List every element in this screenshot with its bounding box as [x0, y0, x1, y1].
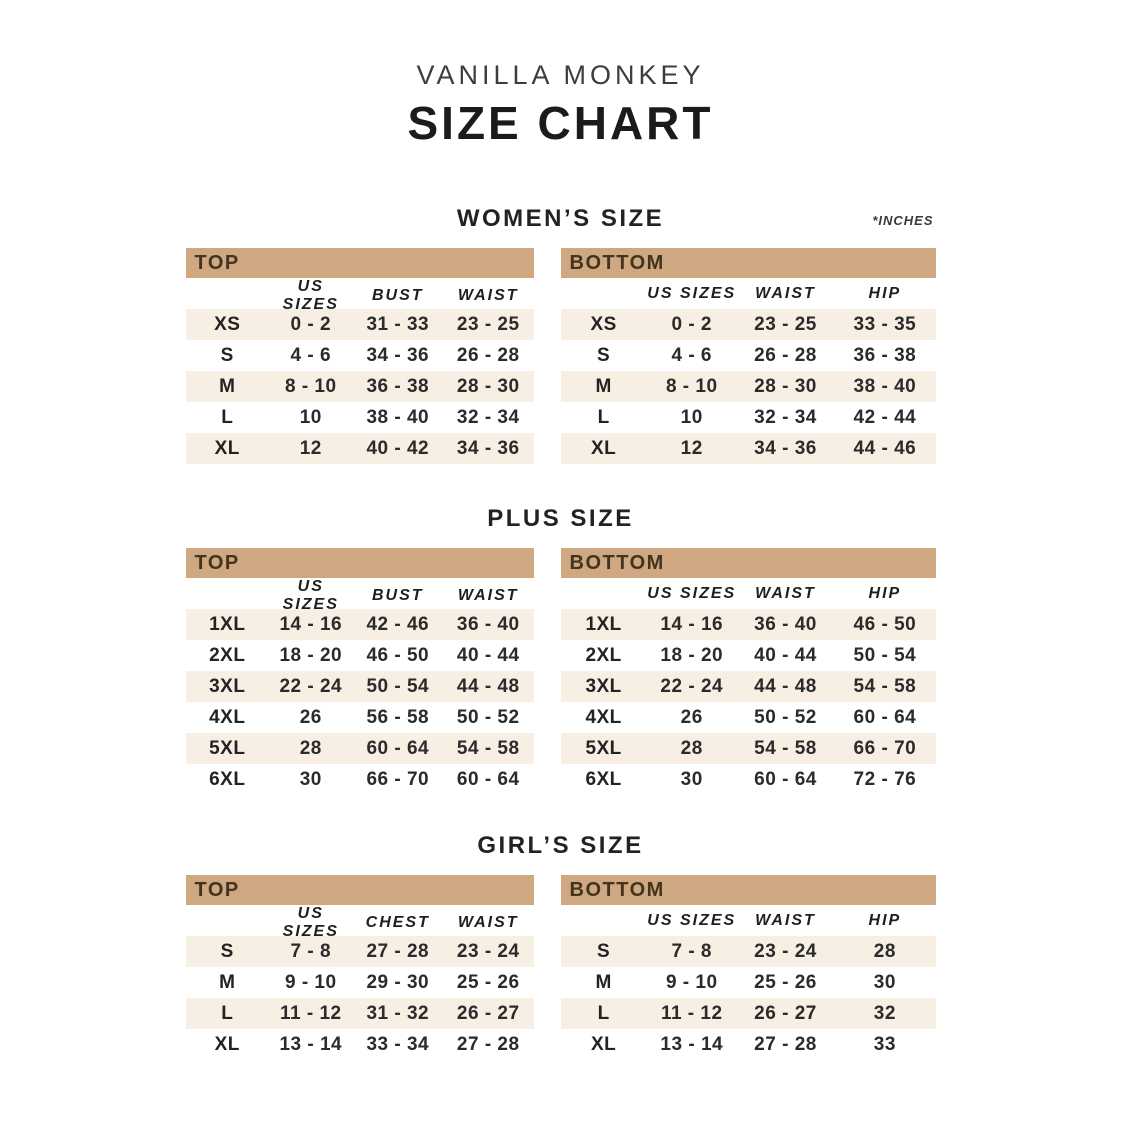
column-headers — [561, 278, 936, 309]
column-header-waist: WAIST — [755, 911, 816, 929]
cell-size: 2XL — [585, 644, 622, 666]
cell-waist: 26 - 27 — [456, 1002, 520, 1024]
table-row — [561, 671, 936, 702]
brand-name: VANILLA MONKEY — [416, 60, 705, 90]
column-header-hip: HIP — [868, 911, 902, 929]
cell-size: L — [597, 406, 610, 428]
cell-size: S — [220, 940, 234, 962]
cell-hip: 38 - 40 — [853, 375, 917, 397]
cell-us-sizes: 18 - 20 — [660, 644, 724, 666]
cell-hip: 60 - 64 — [853, 706, 917, 728]
cell-us-sizes: 0 - 2 — [290, 313, 332, 335]
column-header-bust: BUST — [371, 587, 424, 604]
cell-size: L — [221, 1002, 234, 1024]
cell-us-sizes: 22 - 24 — [660, 675, 724, 697]
cell-waist: 23 - 24 — [754, 940, 817, 962]
cell-waist: 50 - 52 — [754, 706, 817, 728]
cell-waist: 27 - 28 — [456, 1033, 520, 1055]
cell-size: XL — [590, 437, 617, 459]
column-headers — [186, 905, 534, 940]
cell-us-sizes: 7 - 8 — [671, 940, 713, 962]
cell-us-sizes: 12 — [680, 437, 703, 459]
girls-bottom-table — [561, 875, 936, 1060]
table-row — [561, 309, 936, 340]
table-row — [561, 702, 936, 733]
cell-size: S — [597, 344, 611, 366]
cell-hip: 28 — [873, 940, 896, 962]
column-header-us-sizes: US SIZES — [647, 584, 737, 602]
table-label-bar — [561, 548, 936, 578]
cell-waist: 50 - 52 — [456, 706, 520, 728]
column-header-us-sizes: US SIZES — [282, 278, 339, 313]
cell-bust: 56 - 58 — [366, 706, 430, 728]
cell-size: 5XL — [209, 737, 246, 759]
womens-top-table — [186, 248, 534, 464]
table-row — [186, 936, 534, 967]
cell-hip: 30 — [873, 971, 896, 993]
cell-bust: 46 - 50 — [366, 644, 430, 666]
table-row — [186, 340, 534, 371]
table-row — [186, 433, 534, 464]
cell-size: XL — [590, 1033, 617, 1055]
table-label-bar — [186, 548, 534, 578]
table-row — [561, 609, 936, 640]
column-header-us-sizes: US SIZES — [647, 284, 737, 302]
cell-hip: 44 - 46 — [853, 437, 917, 459]
cell-us-sizes: 4 - 6 — [290, 344, 332, 366]
cell-size: XS — [214, 313, 241, 335]
cell-us-sizes: 11 - 12 — [279, 1002, 342, 1024]
cell-size: 1XL — [585, 613, 622, 635]
cell-waist: 44 - 48 — [456, 675, 520, 697]
section-plus-size — [186, 504, 936, 795]
table-row — [561, 640, 936, 671]
table-row — [186, 1029, 534, 1060]
column-header-chest: CHEST — [365, 914, 430, 931]
cell-waist: 54 - 58 — [456, 737, 520, 759]
cell-size: M — [595, 375, 612, 397]
table-row — [561, 433, 936, 464]
cell-size: XS — [590, 313, 617, 335]
cell-waist: 25 - 26 — [754, 971, 817, 993]
cell-us-sizes: 28 — [299, 737, 322, 759]
table-row — [186, 402, 534, 433]
table-row — [561, 402, 936, 433]
table-row — [561, 733, 936, 764]
cell-waist: 23 - 25 — [456, 313, 520, 335]
cell-waist: 40 - 44 — [456, 644, 520, 666]
cell-us-sizes: 11 - 12 — [660, 1002, 723, 1024]
cell-us-sizes: 9 - 10 — [665, 971, 718, 993]
cell-bust: 66 - 70 — [366, 768, 430, 790]
cell-waist: 27 - 28 — [754, 1033, 817, 1055]
cell-us-sizes: 18 - 20 — [279, 644, 343, 666]
cell-size: 4XL — [209, 706, 246, 728]
cell-size: 3XL — [585, 675, 622, 697]
column-header-waist: WAIST — [755, 284, 816, 302]
table-row — [186, 640, 534, 671]
cell-bust: 36 - 38 — [366, 375, 430, 397]
column-header-bust: BUST — [371, 287, 424, 304]
cell-hip: 66 - 70 — [853, 737, 917, 759]
section-heading: GIRL’S SIZE — [477, 832, 644, 859]
cell-hip: 54 - 58 — [853, 675, 917, 697]
cell-bust: 50 - 54 — [366, 675, 430, 697]
cell-us-sizes: 8 - 10 — [284, 375, 337, 397]
cell-size: XL — [214, 437, 240, 459]
cell-size: S — [220, 344, 234, 366]
cell-size: L — [221, 406, 234, 428]
cell-hip: 42 - 44 — [853, 406, 917, 428]
table-row — [561, 998, 936, 1029]
cell-chest: 31 - 32 — [366, 1002, 430, 1024]
tables-row — [186, 248, 936, 464]
cell-waist: 40 - 44 — [754, 644, 817, 666]
table-row — [561, 764, 936, 795]
cell-size: 3XL — [209, 675, 246, 697]
section-header — [186, 504, 936, 534]
column-headers — [561, 905, 936, 936]
cell-us-sizes: 9 - 10 — [284, 971, 337, 993]
cell-size: M — [595, 971, 612, 993]
column-header-us-sizes: US SIZES — [647, 911, 737, 929]
column-header-waist: WAIST — [457, 587, 519, 604]
cell-waist: 36 - 40 — [456, 613, 520, 635]
cell-bust: 38 - 40 — [366, 406, 430, 428]
cell-waist: 32 - 34 — [456, 406, 520, 428]
cell-bust: 40 - 42 — [366, 437, 430, 459]
section-heading: PLUS SIZE — [487, 505, 634, 532]
table-row — [561, 936, 936, 967]
units-note: *INCHES — [872, 213, 934, 228]
cell-hip: 50 - 54 — [853, 644, 917, 666]
column-header-waist: WAIST — [457, 914, 519, 931]
cell-waist: 36 - 40 — [754, 613, 817, 635]
column-header-hip: HIP — [868, 584, 902, 602]
cell-us-sizes: 8 - 10 — [665, 375, 718, 397]
cell-us-sizes: 30 — [680, 768, 703, 790]
cell-waist: 60 - 64 — [754, 768, 817, 790]
cell-waist: 44 - 48 — [754, 675, 817, 697]
cell-waist: 26 - 28 — [754, 344, 817, 366]
column-headers — [561, 578, 936, 609]
cell-us-sizes: 26 — [299, 706, 322, 728]
cell-size: L — [597, 1002, 610, 1024]
cell-us-sizes: 0 - 2 — [671, 313, 713, 335]
cell-size: 1XL — [209, 613, 246, 635]
cell-us-sizes: 4 - 6 — [671, 344, 713, 366]
cell-hip: 46 - 50 — [853, 613, 917, 635]
cell-waist: 23 - 24 — [456, 940, 520, 962]
girls-top-table — [186, 875, 534, 1060]
table-row — [186, 733, 534, 764]
cell-us-sizes: 10 — [680, 406, 703, 428]
column-header-us-sizes: US SIZES — [282, 905, 339, 940]
cell-chest: 27 - 28 — [366, 940, 430, 962]
cell-size: M — [219, 971, 236, 993]
cell-size: 5XL — [585, 737, 622, 759]
section-girls-size — [186, 831, 936, 1060]
table-label-bar — [186, 875, 534, 905]
table-row — [186, 764, 534, 795]
cell-us-sizes: 12 — [299, 437, 322, 459]
table-row — [561, 1029, 936, 1060]
cell-waist: 34 - 36 — [456, 437, 520, 459]
cell-size: M — [219, 375, 236, 397]
table-label-bar — [561, 248, 936, 278]
cell-chest: 33 - 34 — [366, 1033, 430, 1055]
cell-size: 4XL — [585, 706, 622, 728]
plus-bottom-table — [561, 548, 936, 795]
table-row — [186, 371, 534, 402]
cell-waist: 34 - 36 — [754, 437, 817, 459]
cell-us-sizes: 10 — [299, 406, 322, 428]
tables-row — [186, 875, 936, 1060]
table-label: BOTTOM — [569, 251, 665, 274]
cell-us-sizes: 14 - 16 — [279, 613, 343, 635]
table-label: TOP — [194, 251, 240, 274]
cell-us-sizes: 13 - 14 — [279, 1033, 343, 1055]
cell-hip: 72 - 76 — [853, 768, 917, 790]
cell-us-sizes: 30 — [299, 768, 322, 790]
cell-waist: 60 - 64 — [456, 768, 520, 790]
cell-hip: 36 - 38 — [853, 344, 917, 366]
page-title: SIZE CHART — [407, 97, 714, 149]
cell-waist: 26 - 28 — [456, 344, 520, 366]
plus-top-table — [186, 548, 534, 795]
table-label: BOTTOM — [569, 878, 665, 901]
tables-row — [186, 548, 936, 795]
table-row — [186, 702, 534, 733]
table-row — [186, 309, 534, 340]
table-label: BOTTOM — [569, 551, 665, 574]
cell-size: S — [597, 940, 611, 962]
cell-us-sizes: 26 — [680, 706, 703, 728]
section-header — [186, 204, 936, 234]
table-row — [561, 967, 936, 998]
cell-us-sizes: 7 - 8 — [290, 940, 332, 962]
table-label-bar — [186, 248, 534, 278]
cell-size: 2XL — [209, 644, 246, 666]
column-header-us-sizes: US SIZES — [282, 578, 339, 613]
cell-waist: 26 - 27 — [754, 1002, 817, 1024]
column-headers — [186, 278, 534, 313]
cell-hip: 33 - 35 — [853, 313, 917, 335]
cell-waist: 54 - 58 — [754, 737, 817, 759]
cell-hip: 32 — [873, 1002, 896, 1024]
table-row — [186, 671, 534, 702]
table-label: TOP — [194, 551, 240, 574]
cell-size: 6XL — [585, 768, 622, 790]
column-header-waist: WAIST — [457, 287, 519, 304]
column-header-waist: WAIST — [755, 584, 816, 602]
table-label-bar — [561, 875, 936, 905]
cell-us-sizes: 28 — [680, 737, 703, 759]
cell-waist: 23 - 25 — [754, 313, 817, 335]
table-label: TOP — [194, 878, 240, 901]
table-row — [561, 340, 936, 371]
section-heading: WOMEN’S SIZE — [456, 205, 665, 232]
cell-bust: 42 - 46 — [366, 613, 430, 635]
womens-bottom-table — [561, 248, 936, 464]
cell-size: 6XL — [209, 768, 246, 790]
table-row — [186, 967, 534, 998]
cell-size: XL — [214, 1033, 240, 1055]
column-headers — [186, 578, 534, 613]
cell-bust: 60 - 64 — [366, 737, 430, 759]
cell-us-sizes: 13 - 14 — [660, 1033, 724, 1055]
cell-chest: 29 - 30 — [366, 971, 430, 993]
cell-waist: 25 - 26 — [456, 971, 520, 993]
cell-hip: 33 — [873, 1033, 896, 1055]
cell-waist: 28 - 30 — [456, 375, 520, 397]
cell-us-sizes: 14 - 16 — [660, 613, 724, 635]
table-row — [186, 609, 534, 640]
section-womens-size — [186, 204, 936, 464]
table-row — [561, 371, 936, 402]
cell-bust: 34 - 36 — [366, 344, 430, 366]
section-header — [186, 831, 936, 861]
table-row — [186, 998, 534, 1029]
cell-waist: 28 - 30 — [754, 375, 817, 397]
cell-waist: 32 - 34 — [754, 406, 817, 428]
column-header-hip: HIP — [868, 284, 902, 302]
cell-bust: 31 - 33 — [366, 313, 430, 335]
cell-us-sizes: 22 - 24 — [279, 675, 343, 697]
